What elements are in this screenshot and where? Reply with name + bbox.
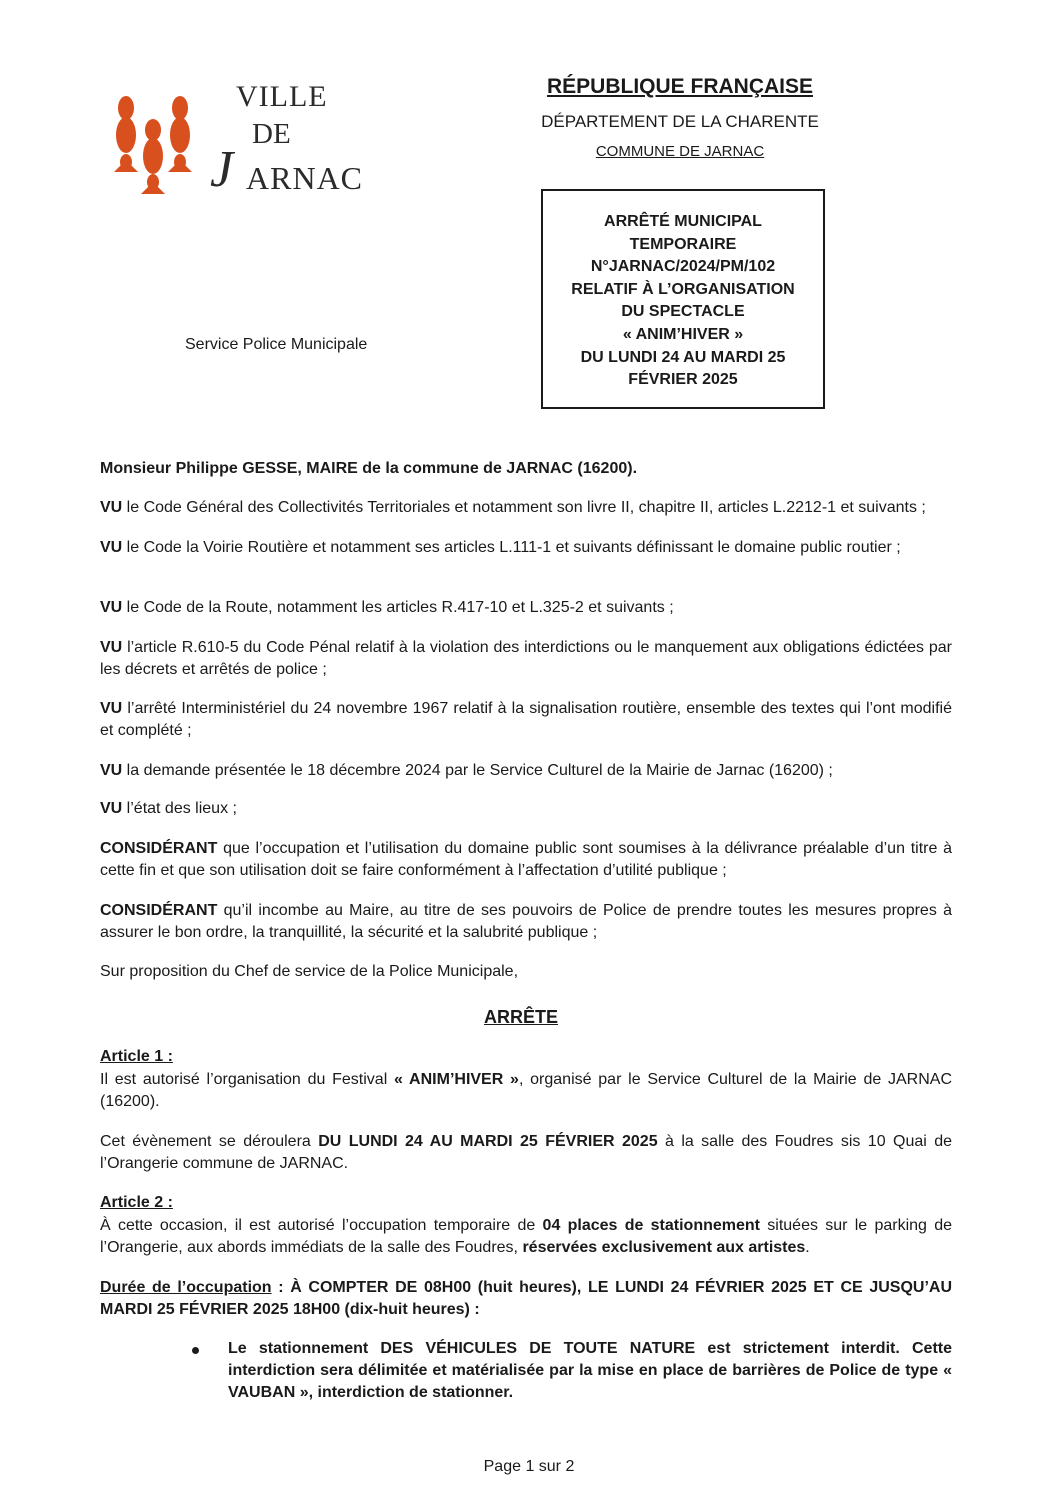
reserved-note: réservées exclusivement aux artistes xyxy=(522,1239,806,1256)
text-run: À cette occasion, il est autorisé l’occupation temporaire de xyxy=(100,1217,543,1234)
consideration-item xyxy=(100,838,952,882)
article-1-title: Article 1 : xyxy=(100,1048,173,1065)
parking-count: 04 places de stationnement xyxy=(542,1217,760,1234)
consideration-text: le Code de la Route, notamment les articles R.417-10 et L.325-2 et suivants ; xyxy=(122,599,674,616)
article-2-title: Article 2 : xyxy=(100,1194,173,1211)
event-dates: DU LUNDI 24 AU MARDI 25 FÉVRIER 2025 xyxy=(318,1133,658,1150)
consideration-lead: VU xyxy=(100,639,123,656)
bullet-text: Le stationnement DES VÉHICULES DE TOUTE NATURE est strictement interdit. Cette interdiction sera délimitée et matérialisée par la mise en place de barrières de Police de type « VAUBAN », interdiction de stationner. xyxy=(228,1340,952,1401)
text-run: Il est autorisé l’organisation du Festival xyxy=(100,1071,394,1088)
consideration-lead: VU xyxy=(100,539,123,556)
article-2-paragraph xyxy=(100,1215,952,1259)
consideration-text: la demande présentée le 18 décembre 2024 par le Service Culturel de la Mairie de Jarnac (16200) ; xyxy=(122,762,833,779)
consideration-item xyxy=(100,900,952,944)
consideration-text: l’état des lieux ; xyxy=(122,800,237,817)
text-run: situées sur le parking de l’Orangerie, aux abords immédiats de la salle des Foudres, xyxy=(100,1217,953,1256)
department-heading: DÉPARTEMENT DE LA CHARENTE xyxy=(541,112,819,131)
text-run: Cet évènement se déroulera xyxy=(100,1133,319,1150)
consideration-lead: CONSIDÉRANT xyxy=(100,840,218,857)
service-label: Service Police Municipale xyxy=(185,336,368,353)
page-number: Page 1 sur 2 xyxy=(483,1458,575,1475)
bullet-icon xyxy=(192,1347,199,1354)
logo-line-de: DE xyxy=(252,118,291,150)
fish-emblem-icon xyxy=(108,90,218,210)
duration-text: : À COMPTER DE 08H00 (huit heures), LE LUNDI 24 FÉVRIER 2025 ET CE JUSQU’AU MARDI 25 FÉVRIER 2025 18H00 (dix-huit heures) : xyxy=(100,1279,953,1318)
consideration-lead: VU xyxy=(100,762,123,779)
text-run: , organisé par le Service Culturel de la Mairie de JARNAC (16200). xyxy=(100,1071,953,1110)
logo-line-ville: VILLE xyxy=(236,80,328,113)
consideration-lead: VU xyxy=(100,700,123,717)
consideration-item xyxy=(100,597,952,619)
article-1-paragraph xyxy=(100,1069,952,1113)
consideration-text: que l’occupation et l’utilisation du domaine public sont soumises à la délivrance préalable d’un titre à cette fin et que son utilisation doit se faire conformément à l’affectation d’utilité publique ; xyxy=(100,840,952,879)
arrete-box-line: ARRÊTÉ MUNICIPAL xyxy=(604,213,762,230)
consideration-text: le Code la Voirie Routière et notamment ses articles L.111-1 et suivants définissant le domaine public routier ; xyxy=(122,539,901,556)
consideration-text: le Code Général des Collectivités Territoriales et notamment son livre II, chapitre II, articles L.2212-1 et suivants ; xyxy=(122,499,926,516)
republic-heading: RÉPUBLIQUE FRANÇAISE xyxy=(546,75,814,98)
arrete-box-line: DU SPECTACLE xyxy=(621,303,745,321)
consideration-item xyxy=(100,760,952,782)
arrete-box-line: N°JARNAC/2024/PM/102 xyxy=(590,258,776,276)
text-run: à la salle des Foudres sis 10 Quai de l’Orangerie commune de JARNAC. xyxy=(100,1133,953,1172)
festival-name: « ANIM’HIVER » xyxy=(394,1071,519,1088)
text-run: . xyxy=(805,1239,810,1256)
arrete-box-line: RELATIF À L’ORGANISATION xyxy=(571,280,795,298)
list-item xyxy=(196,1338,952,1404)
proposition-line: Sur proposition du Chef de service de la Police Municipale, xyxy=(100,963,519,980)
arrete-box-line: DU LUNDI 24 AU MARDI 25 xyxy=(580,348,786,366)
consideration-lead: VU xyxy=(100,800,123,817)
duration-label: Durée de l’occupation xyxy=(100,1279,272,1296)
arrete-box-line: FÉVRIER 2025 xyxy=(628,371,738,389)
arrete-title-box xyxy=(541,189,825,409)
consideration-item xyxy=(100,537,952,559)
mayor-line: Monsieur Philippe GESSE, MAIRE de la commune de JARNAC (16200). xyxy=(100,460,638,477)
consideration-lead: VU xyxy=(100,599,123,616)
article-1-paragraph-2 xyxy=(100,1131,952,1175)
consideration-text: l’arrêté Interministériel du 24 novembre 1967 relatif à la signalisation routière, ensemble des textes qui l’ont modifié et complété ; xyxy=(100,700,952,739)
logo-initial-j: J xyxy=(210,141,234,198)
arrete-heading: ARRÊTE xyxy=(484,1007,559,1027)
consideration-lead: VU xyxy=(100,499,123,516)
consideration-item xyxy=(100,637,952,681)
commune-heading: COMMUNE DE JARNAC xyxy=(595,143,765,160)
consideration-item xyxy=(100,798,952,820)
arrete-box-line: TEMPORAIRE xyxy=(629,235,737,253)
consideration-text: qu’il incombe au Maire, au titre de ses pouvoirs de Police de prendre toutes les mesures propres à assurer le bon ordre, la tranquillité, la sécurité et la salubrité publique ; xyxy=(100,902,952,941)
duration-paragraph xyxy=(100,1277,952,1321)
logo-line-arnac: ARNAC xyxy=(246,160,364,196)
arrete-box-line: « ANIM’HIVER » xyxy=(622,325,744,343)
consideration-lead: CONSIDÉRANT xyxy=(100,902,218,919)
consideration-item xyxy=(100,698,952,742)
consideration-item xyxy=(100,497,952,519)
consideration-text: l’article R.610-5 du Code Pénal relatif à la violation des interdictions ou le manquement aux obligations édictées par les décrets et arrêtés de police ; xyxy=(100,639,952,678)
